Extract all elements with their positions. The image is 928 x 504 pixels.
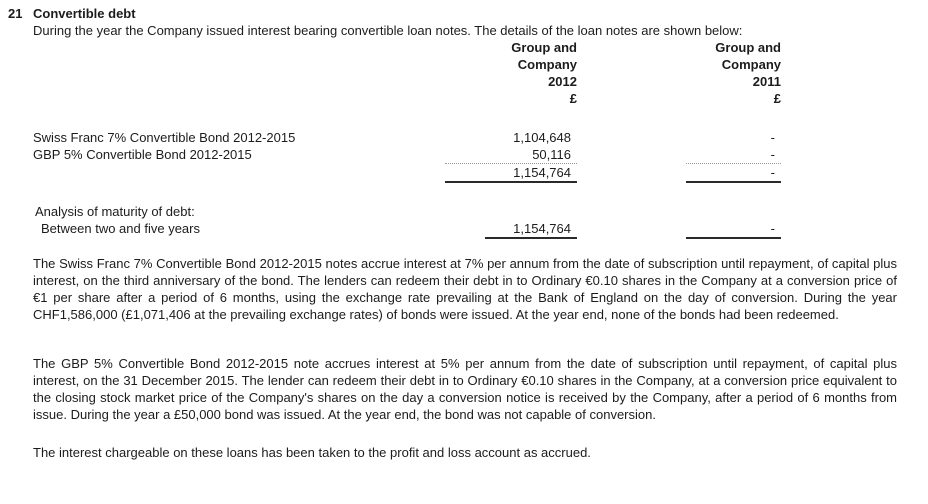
header-line: Company: [517, 57, 577, 72]
header-line: 2012: [548, 74, 577, 89]
table-header-row: [33, 39, 897, 107]
column-header-2011: [577, 39, 781, 107]
header-line: 2011: [752, 74, 781, 89]
header-line: Group and: [715, 40, 781, 55]
paragraph-interest: The interest chargeable on these loans has been taken to the profit and loss account as accrued.: [33, 445, 591, 460]
maturity-heading: Analysis of maturity of debt:: [35, 204, 195, 219]
amount-value: 50,116: [532, 147, 571, 162]
intro-text: During the year the Company issued interest bearing convertible loan notes. The details of the loan notes are shown below:: [33, 23, 743, 38]
header-line: Group and: [511, 40, 577, 55]
header-line: Company: [721, 57, 781, 72]
amount-value: -: [770, 130, 775, 145]
maturity-amount-2011: [577, 220, 781, 239]
total-2012: [432, 163, 577, 183]
row-label: Swiss Franc 7% Convertible Bond 2012-2015: [33, 130, 296, 145]
amount-value: -: [770, 147, 775, 162]
header-line: £: [773, 91, 781, 106]
amount-value: -: [686, 220, 781, 239]
total-value: -: [686, 163, 781, 183]
paragraph-gbp-bond: The GBP 5% Convertible Bond 2012-2015 note accrues interest at 5% per annum from the date of subscription until repayment, of capital plus interest, on the 31 December 2015. The lender can redeem their debt in to Ordinary €0.10 shares in the Company, at a conversion price equivalent to the closing stock market price of the Company's shares on the day a conversion notice is received by the Company, after a period of 6 months from issue. During the year a £50,000 bond was issued. At the year end, the bond was not capable of conversion.: [33, 356, 897, 422]
maturity-amount-2012: [432, 220, 577, 239]
table-row-total: [33, 163, 897, 183]
table-row-maturity: [33, 220, 897, 239]
note-title: Convertible debt: [33, 6, 136, 21]
row-label: Between two and five years: [41, 221, 200, 236]
amount-2012: [432, 129, 577, 146]
table-row-swiss-bond: [33, 129, 897, 146]
row-label: GBP 5% Convertible Bond 2012-2015: [33, 147, 252, 162]
note-number: 21: [8, 6, 23, 21]
total-2011: [577, 163, 781, 183]
table-row-gbp-bond: [33, 146, 897, 163]
amount-value: 1,154,764: [485, 220, 577, 239]
amount-2011: [577, 146, 781, 163]
amount-2011: [577, 129, 781, 146]
total-value: 1,154,764: [445, 163, 577, 183]
amount-value: 1,104,648: [513, 130, 571, 145]
paragraph-swiss-bond: The Swiss Franc 7% Convertible Bond 2012-2015 notes accrue interest at 7% per annum from the date of subscription until repayment, of capital plus interest, on the third anniversary of the bond. The lenders can redeem their debt in to Ordinary €0.10 shares in the Company at a conversion price of €1 per share after a period of 6 months, using the exchange rate prevailing at the Bank of England on the day of conversion. During the year CHF1,586,000 (£1,071,406 at the prevailing exchange rates) of bonds were issued. At the year end, none of the bonds had been redeemed.: [33, 256, 897, 322]
amount-2012: [432, 146, 577, 163]
header-line: £: [569, 91, 577, 106]
column-header-2012: [432, 39, 577, 107]
loan-notes-table: [33, 39, 897, 239]
